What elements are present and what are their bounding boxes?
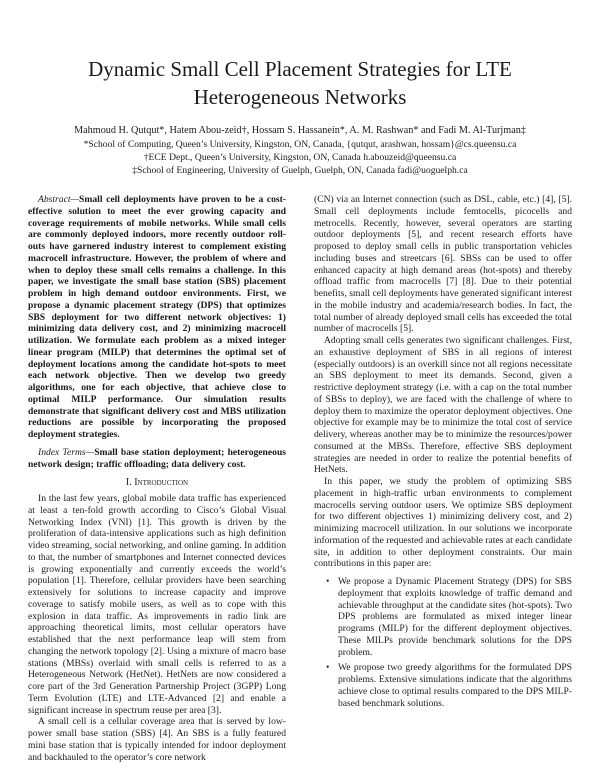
affiliation-3: ‡School of Engineering, University of Guelph, Guelph, ON, Canada fadi@uoguelph.ca (132, 165, 468, 176)
bullet-icon: • (326, 576, 330, 587)
left-column (28, 194, 286, 764)
index-terms (28, 447, 286, 471)
paragraph: Adopting small cells generates two significant challenges. First, an exhaustive deployment of SBS in all regions of interest (especially outdoors) is an overkill since not all regions necessitate an SBS deployment to meet its demands. Second, given a restrictive deployment strategy (i.e. with a cap on the total number of SBSs to deploy), we are faced with the challenge of where to deploy them to maximize the operator deployment objectives. One objective for example may be to minimize the total cost of service delivery, whereas another may be to minimize the resources/power consumed at the MBSs. Therefore, effective SBS deployment strategies are needed in order to realize the potential benefits of HetNets. (314, 335, 572, 476)
list-item-text: We propose a Dynamic Placement Strategy (DPS) for SBS deployment that exploits knowledge of traffic demand and achievable throughput at the candidate sites (hot-spots). Two DPS problems are formulated as mixed integer linear programs (MILP) for the different deployment objectives. These MILPs provide benchmark solutions for the DPS problem. (338, 576, 572, 658)
abstract-text: Small cell deployments have proven to be a cost-effective solution to meet the ever growing capacity and coverage requirements of mobile networks. While small cells are commonly deployed indoors, more recently outdoor roll-outs have garnered industry interest to complement existing macrocell infrastructure. However, the problem of where and when to deploy these small cells remains a challenge. In this paper, we investigate the small base station (SBS) placement problem in high demand outdoor environments. First, we propose a dynamic placement strategy (DPS) that optimizes SBS deployment for two different network objectives: 1) minimizing data delivery cost, and 2) minimizing macrocell utilization. We formulate each problem as a mixed integer linear program (MILP) that determines the optimal set of deployment locations among the candidate hot-spots to meet each network objective. Then we develop two greedy algorithms, one for each objective, that achieve close to optimal MILP performance. Our simulation results demonstrate that significant delivery cost and MBS utilization reductions are possible by incorporating the proposed deployment strategies. (28, 194, 286, 440)
paragraph: A small cell is a cellular coverage area that is served by low-power small base station (SBS) [4]. An SBS is a fully featured mini base station that is typically intended for indoor deployment and backhauled to the operator’s core network (28, 716, 286, 763)
paper-title (40, 55, 560, 111)
list-item (326, 576, 572, 658)
section-heading-introduction: I. Introduction (125, 477, 189, 489)
contributions-list (314, 576, 572, 709)
list-item-text: We propose two greedy algorithms for the formulated DPS problems. Extensive simulations indicate that the algorithms achieve close to optimal results compared to the DPS MILP-based benchmark solutions. (338, 662, 572, 709)
title-line-2: Heterogeneous Networks (193, 85, 407, 109)
paragraph: (CN) via an Internet connection (such as DSL, cable, etc.) [4], [5]. Small cell deployments include femtocells, picocells and metrocells. Recently, however, several operators are starting outdoor deployments [5], and recent research efforts have proposed to deploy small cells in public transportation vehicles including buses and streetcars [6]. SBSs can be used to offer enhanced capacity at high demand areas (hot-spots) and thereby offload traffic from macrocells [7] [8]. Due to their potential benefits, small cell deployments have generated significant interest in the mobile industry and academia/research bodies. In fact, the total number of already deployed small cells has exceeded the total number of macrocells [5]. (314, 194, 572, 335)
paragraph: In this paper, we study the problem of optimizing SBS placement in high-traffic urban environments to complement macrocells serving outdoor users. We optimize SBS deployment for two different objectives 1) minimizing delivery cost, and 2) minimizing macrocell utilization. In our solutions we incorporate information of the requested and achievable rates at each candidate site, in addition to other deployment constraints. Our main contributions in this paper are: (314, 476, 572, 570)
index-terms-text: Small base station deployment; heterogeneous network design; traffic offloading; data delivery cost. (28, 446, 287, 470)
title-line-1: Dynamic Small Cell Placement Strategies for LTE (88, 57, 512, 81)
affiliation-1: *School of Computing, Queen’s University, Kingston, ON, Canada, {qutqut, arashwan, hossam}@cs.queensu.ca (83, 139, 517, 150)
index-terms-label: Index Terms— (38, 446, 95, 458)
bullet-icon: • (326, 662, 330, 674)
abstract-label: Abstract— (38, 194, 80, 205)
author-list: Mahmoud H. Qutqut*, Hatem Abou-zeid†, Hossam S. Hassanein*, A. M. Rashwan* and Fadi M. Al-Turjman‡ (74, 125, 526, 136)
affiliation-2: †ECE Dept., Queen’s University, Kingston, ON, Canada h.abouzeid@queensu.ca (143, 152, 457, 163)
abstract (28, 194, 286, 441)
list-item (326, 662, 572, 709)
paragraph: In the last few years, global mobile data traffic has experienced at least a ten-fold growth according to Cisco’s Global Visual Networking Index (VNI) [1]. This growth is driven by the proliferation of data-intensive applications such as high definition video streaming, social networking, and online gaming. In addition to that, the number of smartphones and Internet connected devices is growing exponentially and currently exceeds the world’s population [1]. Therefore, cellular providers have been searching extensively for solutions to increase capacity and improve coverage to satisfy mobile users, as well as to cope with this explosion in data traffic. As improvements in radio link are approaching theoretical limits, most cellular operators have established that the next performance leap will stem from changing the network topology [2]. Using a mixture of macro base stations (MBSs) overlaid with small cells is referred to as a Heterogeneous Network (HetNet). HetNets are now considered a core part of the 3rd Generation Partnership Project (3GPP) Long Term Evolution (LTE) and LTE-Advanced [2] and enable a significant increase in spectrum reuse per area [3]. (28, 493, 286, 716)
right-column (314, 194, 572, 764)
